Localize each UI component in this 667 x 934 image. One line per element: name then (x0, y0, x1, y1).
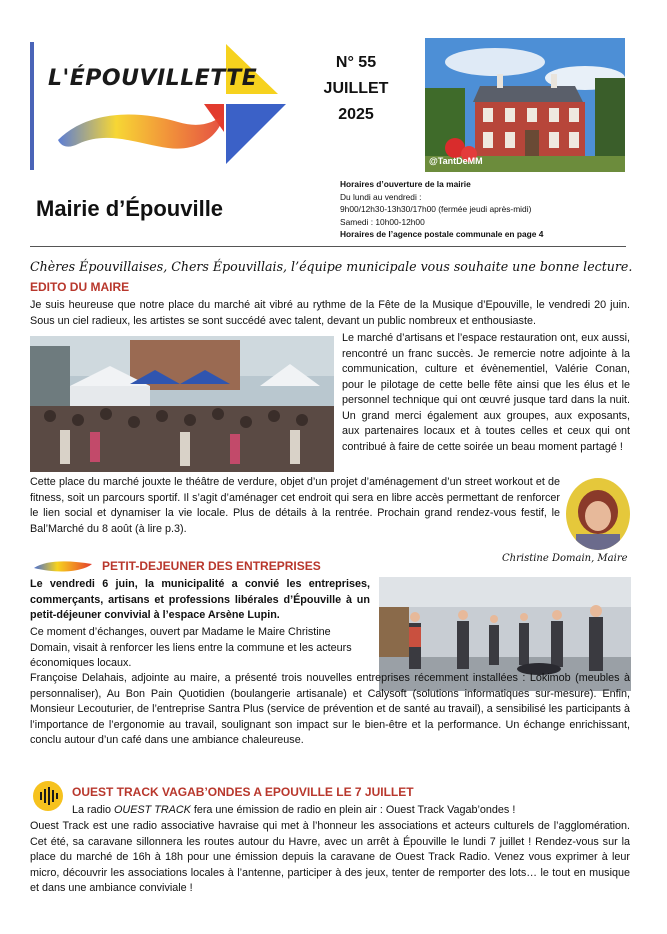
issue-year: 2025 (338, 106, 374, 123)
hours-line: Horaires de l’agence postale communale en page 4 (340, 229, 544, 240)
edito-paragraph: Le marché d’artisans et l’espace restauration ont, eux aussi, rencontré un franc succès. Je remercie notre adjointe à la communication, culture et évènementiel, Valérie Conan, pour le pilotage de cette belle fête ainsi que les élus et le personnel technique qui ont œuvré jusque tard dans la nuit. Un grand merci également aux groupes, aux exposants, aux partenaires locaux et à toutes celles et ceux qui ont contribué à faire de cette soirée un beau moment partagé ! (342, 332, 630, 453)
mairie-heading: Mairie d’Épouville (36, 196, 224, 221)
edito-signature: Christine Domain, Maire (502, 553, 628, 564)
issue-month: JUILLET (323, 80, 389, 97)
petitdej-paragraph: Ce moment d’échanges, ouvert par Madame le Maire Christine Domain, visait à renforcer les liens entre la commune et les acteurs économiques locaux. (30, 626, 352, 669)
logo-bar (30, 42, 34, 170)
petitdej-lead: Le vendredi 6 juin, la municipalité a convié les entreprises, commerçants, artisans et professions libérales d’Épouville à un petit-déjeuner convivial à l’espace Arsène Lupin. (30, 578, 370, 621)
mayor-portrait (566, 478, 630, 550)
edito-paragraph: Cette place du marché jouxte le théâtre de verdure, objet d’un projet d’aménagement d’un street workout et de fitness, soit un parcours sportif. Il s’agit d’aménager cet endroit qui sera en libre accès permettant de renforcer le lien social et dynamiser la vie locale. Plus de détails à la rentrée. Prochain grand rendez-vous festif, le Bal’Marché du 8 août (à lire p.3). (30, 476, 560, 535)
logo (28, 40, 290, 172)
petitdej-title: PETIT-DEJEUNER DES ENTREPRISES (102, 559, 321, 573)
opening-hours (340, 178, 640, 241)
greeting: Chères Épouvillaises, Chers Épouvillais, l’équipe municipale vous souhaite une bonne lecture. (30, 259, 633, 274)
newsletter-title: L'ÉPOUVILLETTE (48, 66, 258, 91)
ouest-intro-b: fera une émission de radio en plein air : Ouest Track Vagab’ondes ! (190, 804, 516, 816)
fete-musique-photo (30, 336, 334, 472)
radio-icon (32, 780, 64, 817)
mairie-photo (425, 38, 625, 172)
hours-title: Horaires d’ouverture de la mairie (340, 179, 471, 189)
photo-credit: @TantDeMM (429, 156, 483, 166)
hours-line: 9h00/12h30-13h30/17h00 (fermée jeudi après-midi) (340, 204, 532, 215)
hours-line: Samedi : 10h00-12h00 (340, 216, 425, 227)
issue-number: N° 55 (335, 54, 377, 71)
ouest-paragraph: Ouest Track est une radio associative havraise qui met à l’honneur les associations et acteurs culturels de l’agglomération. Cet été, sa caravane sillonnera les routes autour du Havre, avec un arrêt à Épouville le lundi 7 juillet ! Rendez-vous sur la place du marché de 16h à 18h pour une émission depuis la caravane de Ouest Track Radio. Venez vous exprimer à leur micro, découvrir les associations locales à l’antenne, participer à des jeux, tenter de remporter des lots… le tout en musique et dans une ambiance conviviale ! (30, 820, 630, 894)
edito-paragraph: Je suis heureuse que notre place du marché ait vibré au rythme de la Fête de la Musique d’Epouville, le vendredi 20 juin. Sous un ciel radieux, les artistes se sont succédé avec talent, devant un public nombreux et enthousiaste. (30, 299, 630, 327)
divider (30, 246, 626, 247)
ouest-intro-a: La radio (72, 804, 115, 816)
petitdej-paragraph: Françoise Delahais, adjointe au maire, a présenté trois nouvelles entreprises récemment installées : Lokimob (meubles à personnaliser), Au Bon Pain Quotidien (boulangerie artisanale) et Calysoft (solutions informatiques sur-mesure). Enfin, Monsieur Lecouturier, de l’entreprise Santra Plus (service de prévention et de santé au travail), a sensibilisé les participants à l’importance de l’ergonomie au travail, soulignant son impact sur le bien-être et la performance. Un échange enrichissant, conclu autour d’un café dans une ambiance chaleureuse. (30, 672, 630, 746)
edito-title: EDITO DU MAIRE (30, 280, 130, 294)
issue-info (318, 50, 394, 128)
ouest-intro (72, 803, 632, 819)
brush-decoration (32, 558, 94, 579)
hours-line: Du lundi au vendredi : (340, 191, 422, 202)
ouest-intro-em: OUEST TRACK (114, 804, 191, 816)
ouest-title: OUEST TRACK VAGAB’ONDES A EPOUVILLE LE 7 JUILLET (72, 785, 414, 799)
